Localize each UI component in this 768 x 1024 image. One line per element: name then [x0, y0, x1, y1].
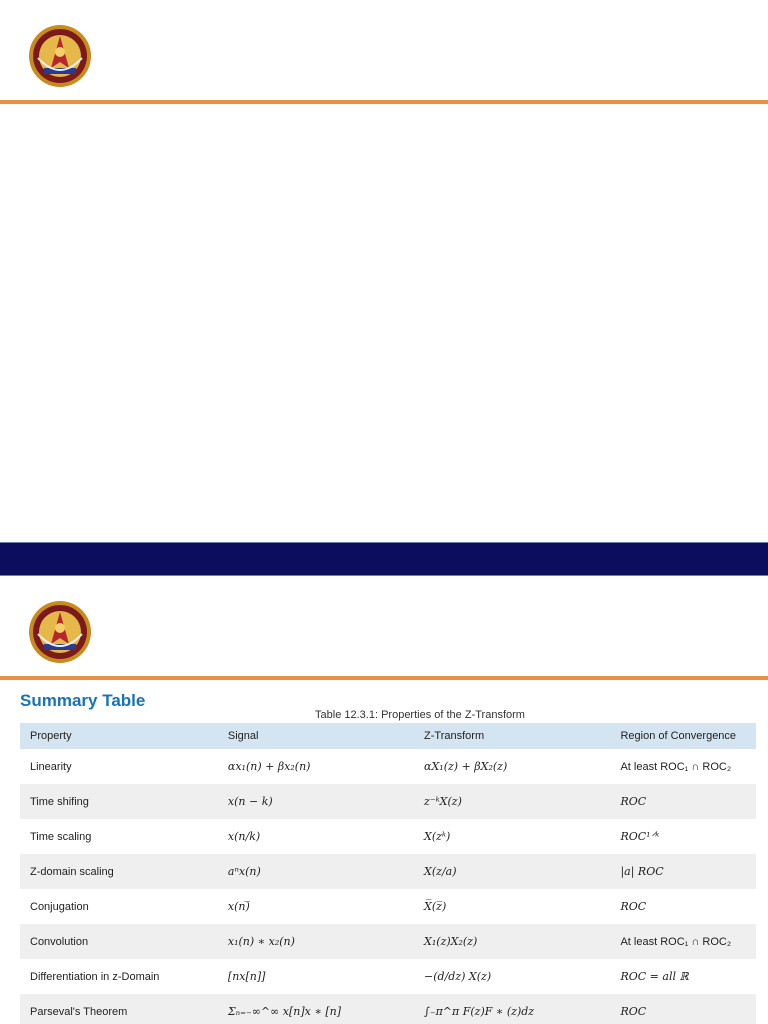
cell-property: Z-domain scaling	[20, 854, 218, 889]
cell-signal: αx₁(n) + βx₂(n)	[227, 760, 311, 773]
university-seal-icon	[28, 24, 92, 88]
cell-property: Linearity	[30, 760, 72, 773]
cell-roc: ROC¹ᐟᵏ	[620, 830, 660, 843]
cell-ztransform: ∫₋π^π F(z)F ∗ (z)dz	[414, 994, 610, 1024]
table-row	[20, 819, 756, 854]
cell-roc: ROC	[610, 784, 756, 819]
cell-roc: At least ROC₁ ∩ ROC₂	[620, 760, 732, 773]
cell-signal: x(n − k)	[218, 784, 414, 819]
table-row	[20, 959, 756, 994]
cell-property: Differentiation in z-Domain	[30, 970, 160, 983]
cell-ztransform: −(d/dz) X(z)	[424, 970, 492, 983]
header-accent-rule	[0, 100, 768, 104]
cell-property: Time shifing	[20, 784, 218, 819]
cell-ztransform: αX₁(z) + βX₂(z)	[424, 760, 508, 773]
cell-property: Conjugation	[30, 900, 89, 913]
page-title: Summary Table	[20, 691, 146, 710]
cell-property: Convolution	[20, 924, 218, 959]
cell-roc: ROC	[620, 900, 647, 913]
cell-ztransform: X̅(z̅)	[424, 900, 447, 913]
table-caption: Table 12.3.1: Properties of the Z-Transform	[315, 709, 525, 721]
table-row	[20, 854, 756, 889]
cell-ztransform: X₁(z)X₂(z)	[414, 924, 610, 959]
cell-signal: aⁿx(n)	[218, 854, 414, 889]
table-row	[20, 994, 756, 1024]
properties-table	[20, 723, 756, 1024]
cell-roc: |a| ROC	[610, 854, 756, 889]
cell-signal: [nx[n]]	[227, 970, 266, 983]
column-header-roc: Region of Convergence	[610, 723, 756, 749]
table-row	[20, 889, 756, 924]
cell-property: Time scaling	[30, 830, 92, 843]
cell-roc: At least ROC₁ ∩ ROC₂	[610, 924, 756, 959]
table-row	[20, 749, 756, 784]
university-seal-icon	[28, 600, 92, 664]
cell-ztransform: z⁻ᵏX(z)	[414, 784, 610, 819]
cell-ztransform: X(z/a)	[414, 854, 610, 889]
table-row	[20, 784, 756, 819]
cell-signal: x₁(n) ∗ x₂(n)	[218, 924, 414, 959]
cell-ztransform: X(zᵏ)	[424, 830, 451, 843]
cell-signal: x(n)̅	[227, 900, 250, 913]
table-row	[20, 924, 756, 959]
table-header-row	[20, 723, 756, 749]
cell-signal: Σₙ₌₋∞^∞ x[n]x ∗ [n]	[218, 994, 414, 1024]
cell-signal: x(n/k)	[227, 830, 261, 843]
cell-property: Parseval's Theorem	[20, 994, 218, 1024]
column-header-ztransform: Z-Transform	[414, 723, 610, 749]
column-header-signal: Signal	[218, 723, 414, 749]
slide-bottom	[0, 576, 768, 1024]
header-accent-rule	[0, 676, 768, 680]
cell-roc: ROC = all ℝ	[620, 970, 689, 983]
slide-divider-band	[0, 542, 768, 576]
cell-roc: ROC	[610, 994, 756, 1024]
column-header-property: Property	[20, 723, 218, 749]
